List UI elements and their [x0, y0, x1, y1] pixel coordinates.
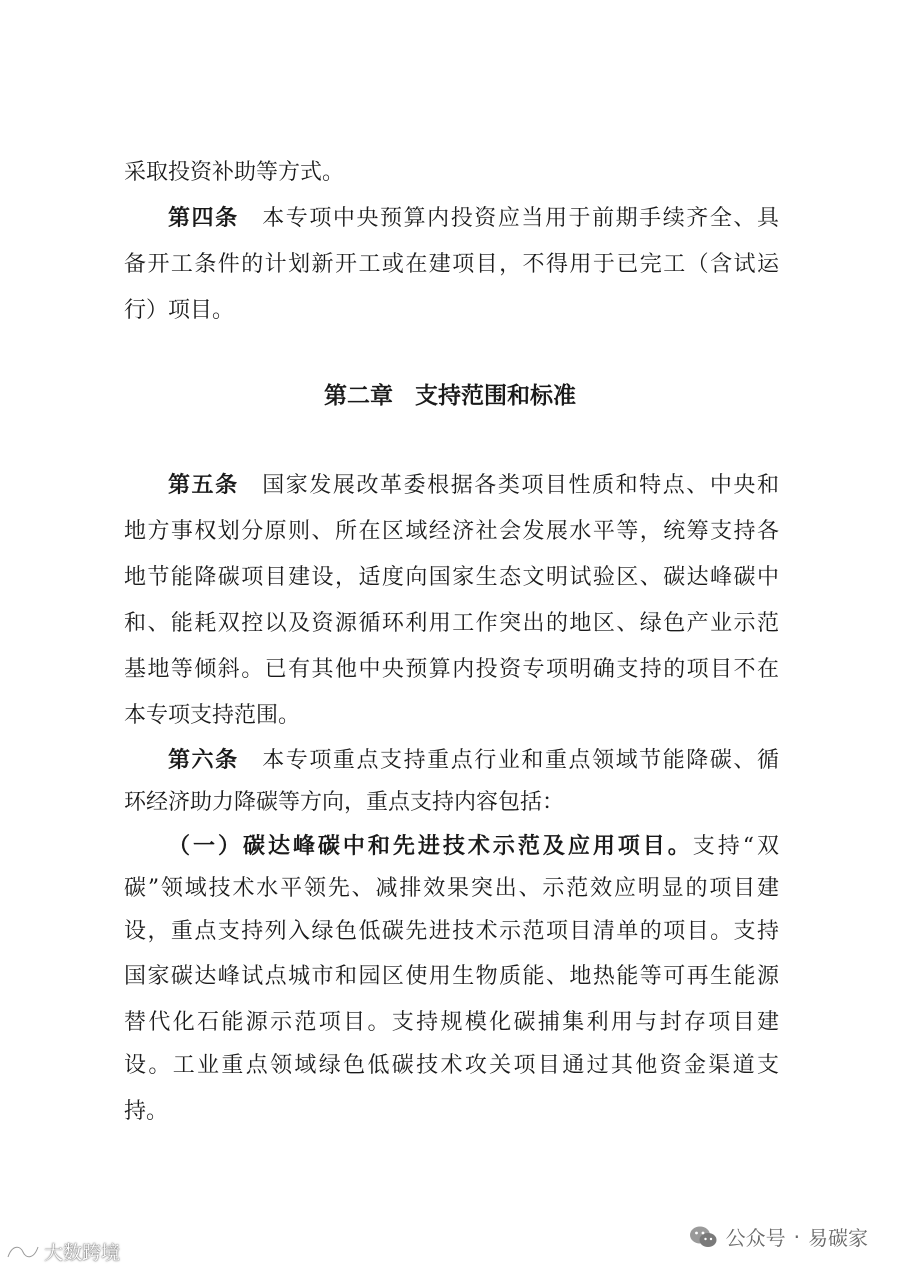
- item-1-line-6: 设。工业重点领域绿色低碳技术攻关项目通过其他资金渠道支: [124, 1053, 779, 1078]
- article-6-line-1: 第六条 本专项重点支持重点行业和重点领域节能降碳、循: [168, 748, 779, 773]
- article-6-line-2: 环经济助力降碳等方向，重点支持内容包括：: [124, 790, 565, 815]
- paragraph-line: 采取投资补助等方式。: [124, 160, 345, 185]
- watermark-logo-icon: [6, 1241, 40, 1263]
- chapter-heading: 第二章 支持范围和标准: [324, 383, 576, 409]
- watermark-text: 大数跨境: [44, 1242, 121, 1264]
- article-5-line-3: 地节能降碳项目建设，适度向国家生态文明试验区、碳达峰碳中: [124, 565, 779, 590]
- wechat-separator: ·: [793, 1224, 800, 1249]
- article-4-line-2: 备开工条件的计划新开工或在建项目，不得用于已完工（含试运: [124, 252, 779, 277]
- item-1-line-1: （一）碳达峰碳中和先进技术示范及应用项目。支持“双: [168, 834, 779, 859]
- article-6-heading: 第六条: [168, 748, 239, 773]
- item-1-line-5: 替代化石能源示范项目。支持规模化碳捕集利用与封存项目建: [124, 1010, 779, 1035]
- article-5-line-5: 基地等倾斜。已有其他中央预算内投资专项明确支持的项目不在: [124, 657, 779, 682]
- article-5-heading: 第五条: [168, 473, 239, 498]
- article-5-line-1: 第五条 国家发展改革委根据各类项目性质和特点、中央和: [168, 473, 779, 498]
- wechat-icon: [688, 1224, 718, 1250]
- article-4-line-1: 第四条 本专项中央预算内投资应当用于前期手续齐全、具: [168, 206, 779, 231]
- article-5-line-4: 和、能耗双控以及资源循环利用工作突出的地区、绿色产业示范: [124, 611, 779, 636]
- article-5-line-2: 地方事权划分原则、所在区域经济社会发展水平等，统筹支持各: [124, 519, 779, 544]
- wechat-label: 公众号: [725, 1226, 786, 1250]
- item-1-line-7: 持。: [124, 1099, 169, 1124]
- item-1-line-2: 碳”领域技术水平领先、减排效果突出、示范效应明显的项目建: [124, 876, 779, 901]
- article-4-heading: 第四条: [168, 206, 239, 231]
- item-1-line-4: 国家碳达峰试点城市和园区使用生物质能、地热能等可再生能源: [124, 964, 779, 989]
- wechat-account-tag: [688, 1222, 868, 1251]
- item-1-heading: （一）碳达峰碳中和先进技术示范及应用项目。: [168, 834, 693, 859]
- watermark-left: [6, 1238, 120, 1265]
- article-5-line-6: 本专项支持范围。: [124, 703, 301, 728]
- article-4-line-3: 行）项目。: [124, 298, 235, 323]
- wechat-account-name: 易碳家: [808, 1226, 868, 1250]
- item-1-line-3: 设，重点支持列入绿色低碳先进技术示范项目清单的项目。支持: [124, 919, 779, 944]
